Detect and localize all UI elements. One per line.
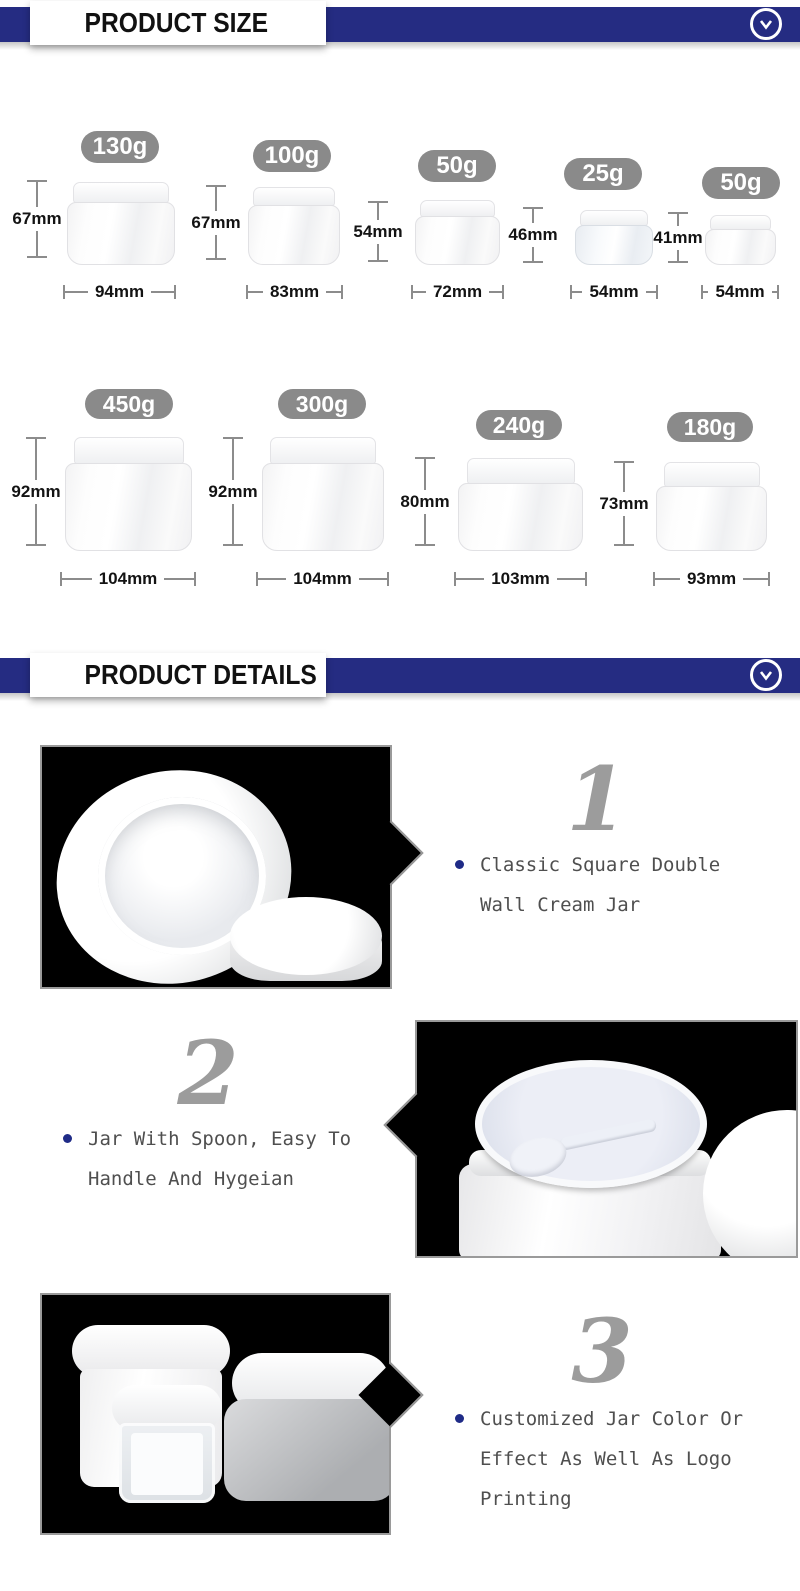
jar-lid (420, 200, 495, 217)
chevron-down-icon[interactable] (750, 659, 782, 691)
width-value: 72mm (432, 282, 483, 301)
width-dimension (411, 283, 504, 301)
jar-lid (664, 462, 760, 487)
weight-badge: 50g (702, 167, 780, 199)
width-dimension (454, 570, 587, 588)
feature-line: Effect As Well As Logo (480, 1448, 732, 1470)
feature-number: 2 (177, 1021, 239, 1125)
feature-line: Customized Jar Color Or (480, 1408, 744, 1430)
jar-graphic (656, 462, 767, 551)
width-value: 54mm (715, 282, 765, 301)
jar-body (705, 229, 776, 265)
width-dimension (570, 283, 658, 301)
width-value: 93mm (686, 569, 737, 588)
height-value: 54mm (353, 221, 403, 241)
clear-jar-inner (131, 1433, 203, 1495)
jar-body (458, 483, 583, 551)
width-value: 104mm (293, 569, 352, 588)
weight-badge: 50g (418, 150, 496, 182)
weight-badge: 100g (253, 140, 331, 172)
height-value: 80mm (400, 491, 450, 511)
height-value: 67mm (12, 209, 62, 228)
weight-badge: 130g (81, 131, 159, 163)
photo-open-cream-jar (40, 745, 392, 989)
width-dimension (701, 283, 779, 301)
bullet-dot (63, 1134, 72, 1143)
jar-graphic (575, 210, 653, 265)
jar-lid (710, 215, 771, 230)
height-dimension (10, 437, 62, 546)
jar-lid (73, 182, 169, 203)
height-dimension (11, 180, 63, 258)
bullet-dot (455, 860, 464, 869)
jar-body (415, 216, 500, 265)
height-dimension (190, 185, 242, 260)
jar-graphic (65, 437, 192, 551)
jar-lid (74, 437, 184, 464)
height-value: 41mm (653, 227, 703, 247)
height-dimension (652, 212, 704, 263)
jar-graphic (705, 215, 776, 265)
width-dimension (246, 283, 343, 301)
jar-body (67, 202, 175, 265)
size-section-label (30, 1, 326, 45)
jar-body (65, 463, 192, 551)
feature-text-3 (447, 1399, 743, 1519)
feature-line: Handle And Hygeian (88, 1168, 294, 1190)
jar-graphic (67, 182, 175, 265)
width-dimension (653, 570, 770, 588)
feature-number: 3 (571, 1299, 633, 1403)
feature-line: Jar With Spoon, Easy To (88, 1128, 352, 1150)
height-value: 67mm (191, 212, 241, 232)
jar-graphic (458, 458, 583, 551)
width-dimension (256, 570, 389, 588)
feature-text-1 (447, 845, 720, 925)
jar-graphic (262, 437, 384, 551)
chevron-down-icon[interactable] (750, 8, 782, 40)
height-value: 46mm (508, 225, 558, 244)
height-dimension (399, 457, 451, 546)
details-section-title: PRODUCT DETAILS (84, 659, 317, 690)
width-dimension (63, 283, 176, 301)
feature-number: 1 (566, 747, 628, 851)
height-value: 73mm (599, 493, 649, 513)
height-value: 92mm (208, 481, 258, 501)
weight-badge: 300g (278, 389, 366, 419)
weight-badge: 450g (85, 389, 173, 419)
height-dimension (352, 201, 404, 262)
size-section-title: PRODUCT SIZE (84, 7, 269, 38)
jar-body (656, 486, 767, 551)
height-dimension (207, 437, 259, 546)
width-dimension (60, 570, 196, 588)
feature-text-2 (55, 1119, 351, 1199)
details-section-label (30, 653, 326, 697)
width-value: 54mm (589, 282, 639, 301)
spoon-jar-inner-seal (475, 1060, 707, 1188)
width-value: 94mm (94, 282, 145, 301)
jar-lid (270, 437, 376, 464)
photo-jar-color-variants (40, 1293, 391, 1535)
height-dimension (598, 461, 650, 546)
bullet-dot (455, 1414, 464, 1423)
jar-lid (253, 187, 335, 206)
jar-graphic (415, 200, 500, 265)
jar-lid-top (230, 897, 382, 975)
width-value: 83mm (269, 282, 320, 301)
jar-lid (467, 458, 575, 484)
width-value: 104mm (98, 569, 158, 588)
height-dimension (507, 207, 559, 263)
photo-jar-with-spoon (415, 1020, 798, 1258)
jar-graphic (248, 187, 340, 265)
jar-lid (580, 210, 648, 226)
gray-jar-body (224, 1399, 391, 1501)
feature-line: Classic Square Double (480, 854, 721, 876)
feature-line: Wall Cream Jar (480, 894, 641, 916)
jar-body (575, 225, 653, 265)
height-value: 92mm (11, 481, 61, 501)
width-value: 103mm (491, 569, 550, 588)
weight-badge: 25g (564, 158, 642, 190)
jar-body (248, 205, 340, 265)
weight-badge: 180g (667, 412, 753, 442)
weight-badge: 240g (476, 410, 562, 440)
feature-line: Printing (480, 1488, 572, 1510)
jar-body (262, 463, 384, 551)
